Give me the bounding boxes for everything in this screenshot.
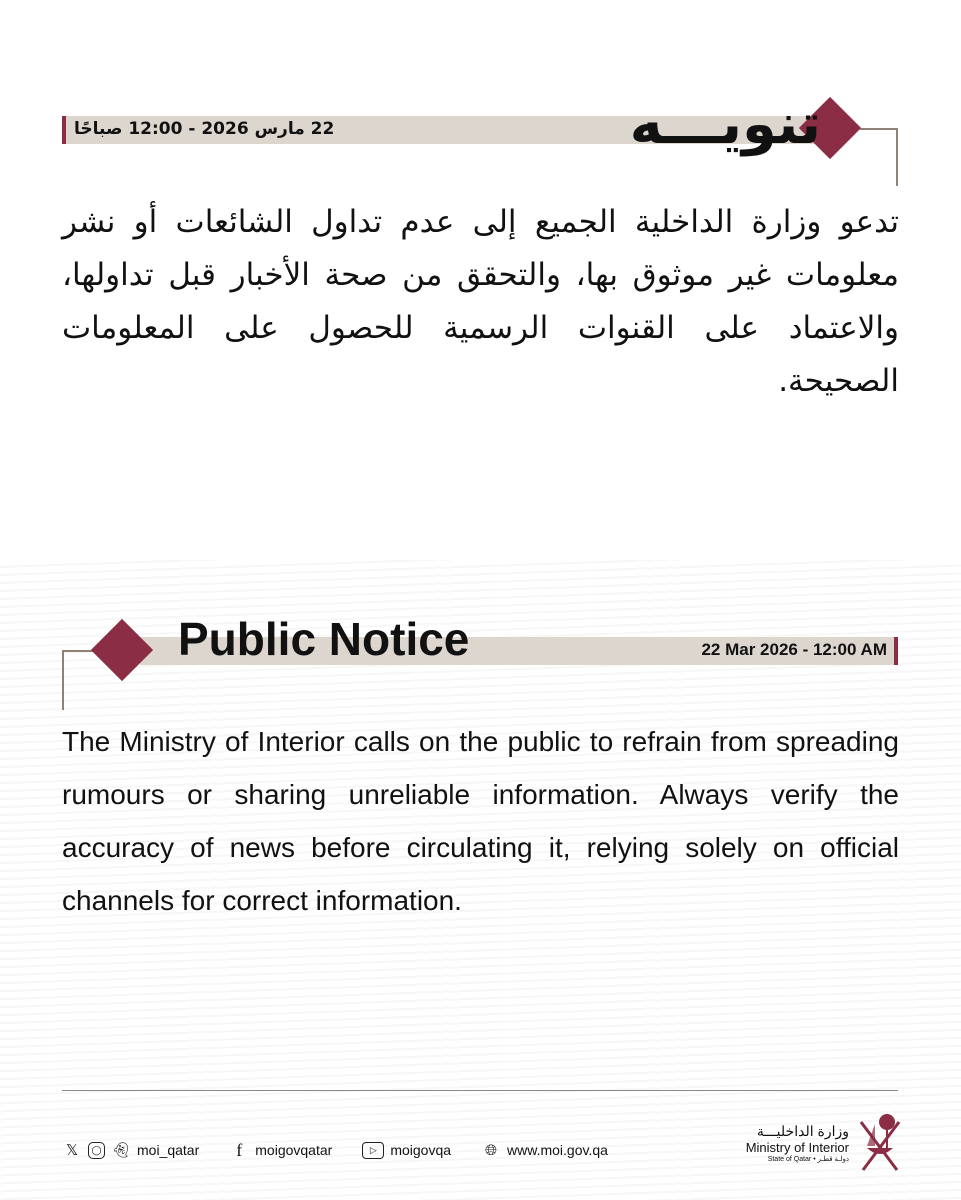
arabic-title: تنويـــه (629, 92, 821, 157)
arabic-date: 22 مارس 2026 - 12:00 صباحًا (74, 119, 335, 139)
x-icon[interactable]: 𝕏 (65, 1142, 79, 1159)
logo-arabic: وزارة الداخليـــة (756, 1123, 849, 1139)
facebook-icon[interactable]: f (236, 1139, 243, 1160)
english-title: Public Notice (178, 613, 470, 665)
english-connector-line-vertical (62, 650, 64, 710)
ministry-logo (746, 1112, 903, 1174)
logo-english: Ministry of Interior (745, 1140, 849, 1155)
handle-moigovqa[interactable]: moigovqa (390, 1142, 452, 1158)
handle-moigovqatar[interactable]: moigovqatar (255, 1142, 333, 1158)
english-date-accent (894, 637, 898, 665)
website-link[interactable]: www.moi.gov.qa (507, 1142, 608, 1158)
arabic-connector-line-vertical (896, 128, 898, 186)
instagram-icon[interactable]: ◯ (88, 1142, 105, 1159)
english-date: 22 Mar 2026 - 12:00 AM (701, 640, 887, 659)
english-body: The Ministry of Interior calls on the public to refrain from spreading rumours or sharing unreliable information. Always verify the accuracy of news before circulating it, relying solely on official channels for correct information. (62, 726, 899, 916)
arabic-connector-line (860, 128, 898, 130)
logo-state: State of Qatar • دولـة قطـر (767, 1156, 849, 1163)
footer-divider (62, 1090, 898, 1091)
qatar-emblem-icon (857, 1112, 903, 1174)
arabic-body: تدعو وزارة الداخلية الجميع إلى عدم تداول الشائعات أو نشر معلومات غير موثوق بها، والتحقق من صحة الأخبار قبل تداولها، والاعتماد على القنوات الرسمية للحصول على المعلومات الصحيحة. (62, 204, 899, 399)
snapchat-icon[interactable]: 👻︎ (111, 1142, 131, 1159)
youtube-icon[interactable]: ▷ (362, 1142, 384, 1159)
handle-moi-qatar[interactable]: moi_qatar (137, 1142, 200, 1158)
arabic-date-accent (62, 116, 66, 144)
social-links (62, 1140, 608, 1160)
globe-icon[interactable]: 🌐︎ (485, 1141, 498, 1159)
